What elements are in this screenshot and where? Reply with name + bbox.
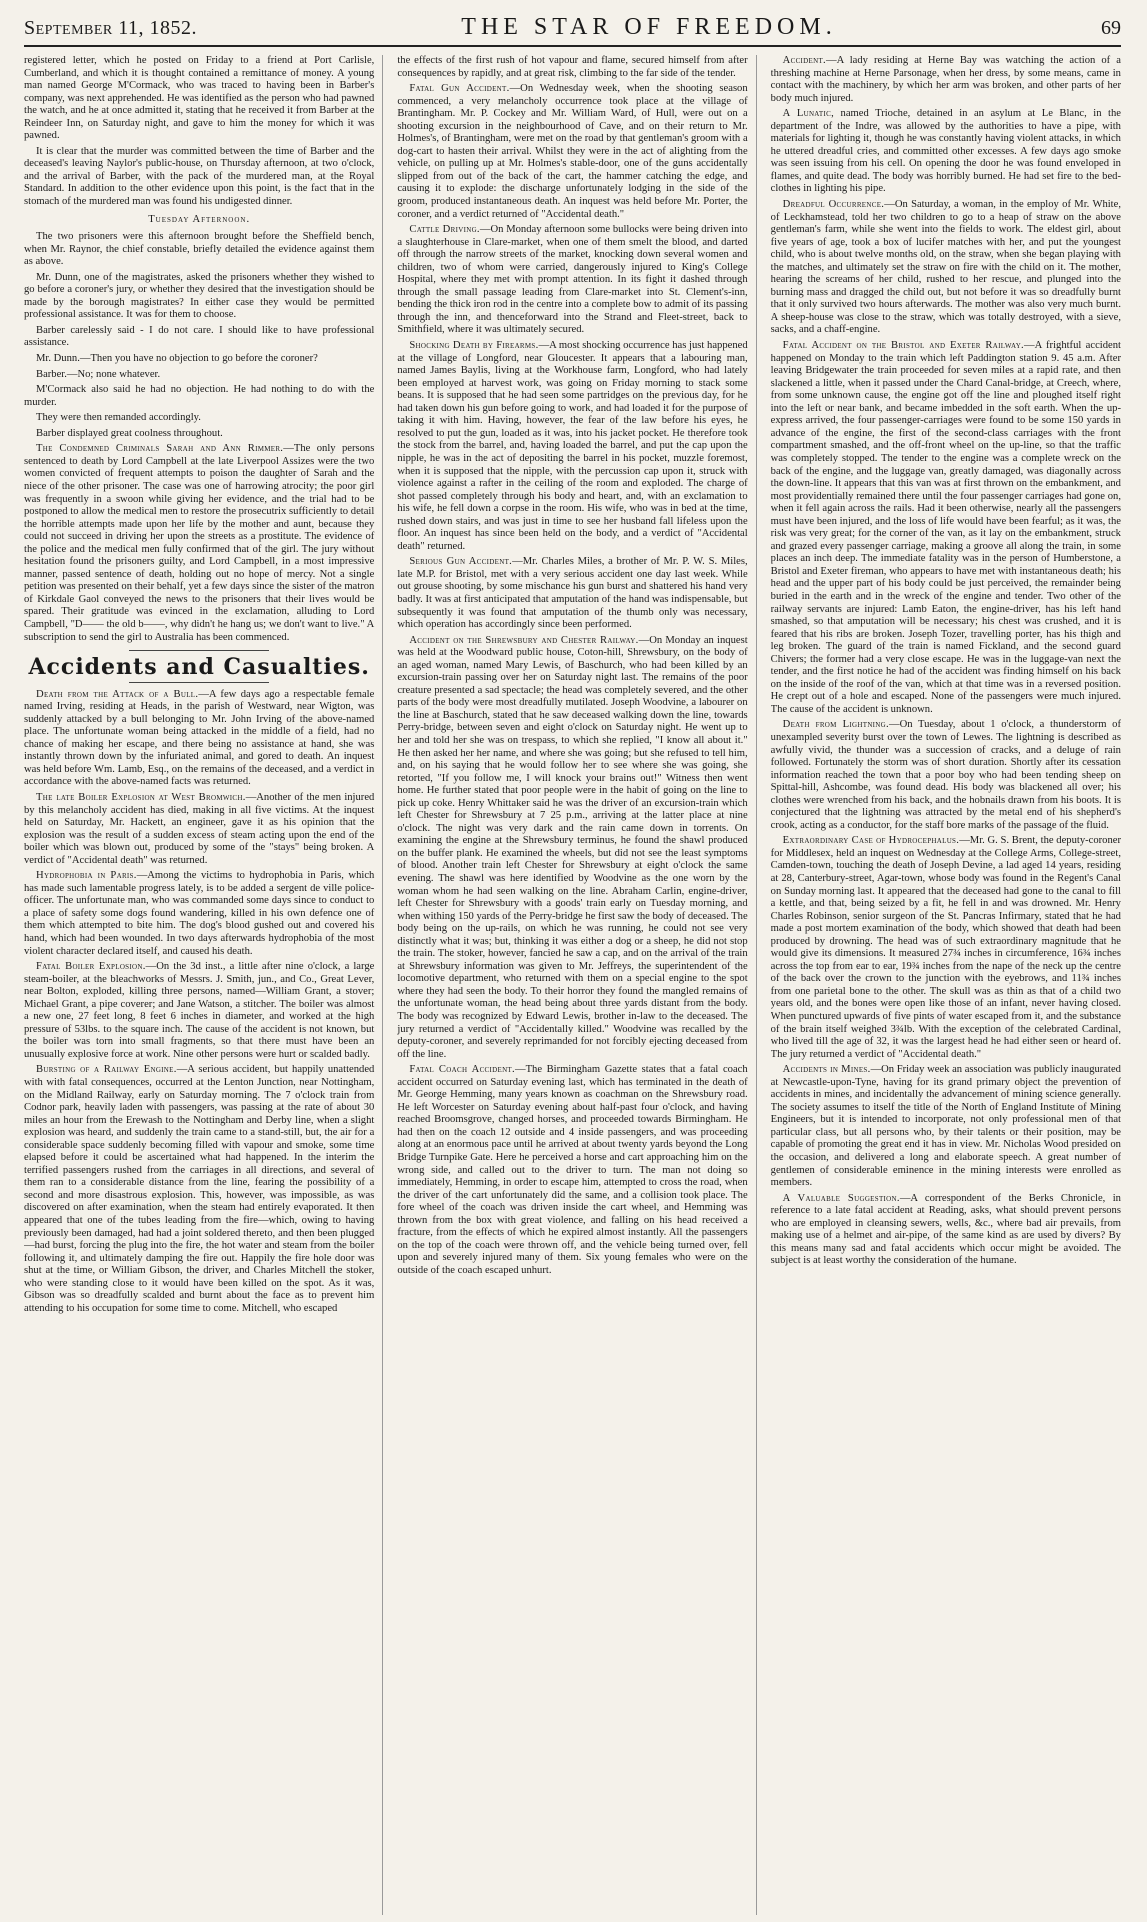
- article-body: On Friday week an association was publicly inaugurated at Newcastle-upon-Tyne, having for its grand primary object the prevention of accidents in mines, and incidentally the advancement of mining science generally. The society assumes to itself the title of the North of England Institute of Mining Engineers, but it is intended to incorporate, not only professional men of that particular class, but all persons who, by their talents or their position, may be capable of promoting the great end it has in view. Mr. Nicholas Wood presided on the occasion, and delivered a long and elaborate speech. A great number of gentlemen of considerable eminence in the mining interests were enrolled as members.: [770, 1064, 1121, 1189]
- issue-date: September 11, 1852.: [24, 17, 197, 39]
- article: A Valuable Suggestion.—A correspondent of the Berks Chronicle, in reference to a late fatal accident at Reading, asks, what should prevent persons who are employed in cleansing sewers, wells, &c., where bad air prevails, from making use of a helmet and air-pipe, of the same kind as are used by divers? By this means many sad and fatal accidents which occur might be avoided. The subject is at least worthy the consideration of the humane.: [770, 1192, 1121, 1267]
- article: Fatal Gun Accident.—On Wednesday week, when the shooting season commenced, a very melancholy occurrence took place at the village of Brantingham. Mr. P. Cockey and Mr. William Ward, of Hull, were out on a shooting excursion in the neighbourhood of Cave, and on their return to Mr. Holmes's, of Brantingham, were met on the road by that gentleman's groom with a dog-cart to hasten their arrival. Whilst they were in the act of alighting from the vehicle, on pulling up at Mr. Holmes's stable-door, one of the guns accidentally slipped from out of the back of the cart, the hammer catching the edge, and causing it to explode: the discharge unfortunately lodging in the side of the groom, produced instantaneous death. An inquest was held before Mr. Porter, the coroner, and a verdict returned of "Accidental death.": [397, 83, 748, 220]
- article-heading: Extraordinary Case of Hydrocephalus.: [782, 835, 960, 847]
- article-body: Mr. Charles Miles, a brother of Mr. P. W. S. Miles, late M.P. for Bristol, met with a very serious accident one day last week. While out grouse shooting, by some mischance his gun burst and shattered his hand very badly. It was at first anticipated that amputation of the hand was indispensable, but subsequently it was found that amputation of the thumb only was necessary, which operation has accordingly since been performed.: [397, 556, 748, 631]
- paragraph: The two prisoners were this afternoon brought before the Sheffield bench, when Mr. Raynor, the chief constable, briefly detailed the evidence against them as above.: [24, 231, 375, 268]
- article: Fatal Accident on the Bristol and Exeter Railway.—A frightful accident happened on Monday to the train which left Paddington station 9. 45 a.m. After leaving Bridgewater the train proceeded for seven miles at a rapid rate, and then slackened a little, when it passed under the Chard Canal-bridge, at Creech, where, from some unknown cause, the engine got off the line and ploughed itself right into the left or near bank, and became imbedded in the soft earth. When the up-express arrived, the four passenger-carriages were found to be some 150 yards in advance of the engine, the first of the second-class carriages with the front compartment smashed, and the off-front wheel on the up-line, so that the traffic was completely stopped. The tender to the engine was a complete wreck on the back of the engine, and the luggage van, greatly damaged, was diagonally across the down-line. It appears that this van was at first thrown on the embankment, and most providentially remained there until the four passenger carriages had gone on, when it fell again across the rails. Had it been otherwise, nearly all the passengers must have been injured, and the loss of life would have been fearful; as it was, the risk was very great; for the corner of the van, as it lay on the embankment, struck and grazed every passenger carriage, making a groove all along the train, in some places an inch deep. The immediate fatality was in the person of Humberstone, a Bristol and Exeter fireman, who appears to have met with instantaneous death; his head and the upper part of his body could be just perceived, the remainder being buried in the earth and in the wreck of the engine and tender. Two other of the railway servants are injured: Lamb Eaton, the engine-driver, has his left hand smashed, so that amputation will be necessary; his chest was crushed, and it is feared that his ribs are broken. Joseph Tozer, travelling porter, has his thigh and leg broken. The guard of the train is named Fickland, and the second guard Chivers; the former had a very close escape. He was in the luggage-van next the tender, and the first notice he had of the accident was finding himself on his back on the inside of the roof of the van, which at that time was in a reversed position. He crept out of a hole and escaped. None of the passengers were much injured. The cause of the accident is unknown.: [770, 340, 1121, 715]
- article-heading: Fatal Accident on the Bristol and Exeter Railway.: [782, 340, 1024, 352]
- article: Bursting of a Railway Engine.—A serious accident, but happily unattended with with fatal consequences, occurred at the Lenton Junction, near Nottingham, on the Midland Railway, early on Saturday morning. The 7 o'clock train from Codnor park, heavily laden with passengers, was passing at the rate of about 30 miles an hour from the Erewash to the Nottingham and Derby line, when a slight explosion was heard, and suddenly the train came to a stand-still, but, the air for a considerable space suddenly becoming filled with vapour and smoke, some time elapsed before it could be ascertained what had happened. In the interim the terrified passengers rushed from the carriages in all directions, and several of them ran to a considerable distance from the line, fearing the possibility of a second and more disastrous explosion. This, however, was impossible, as was discovered on after examination, when the steam had entirely evaporated. It then appeared that one of the tubes leading from the fire—which, owing to having previously been damaged, had had a joint soldered thereto, and then been plugged—had burst, forcing the plug into the fire, the hot water and steam from the boiler following it, and ultimately damping the fire out. Happily the fire hole door was shut at the time, or William Gibson, the driver, and Charles Mitchell the stoker, who were standing close to it would have been killed on the spot. As it was, Gibson was so dreadfully scalded and burnt about the face as to prevent him attending to his occupation for some time to come. Mitchell, who escaped: [24, 1064, 375, 1314]
- article: The late Boiler Explosion at West Bromwich.—Another of the men injured by this melancholy accident has died, making in all five victims. At the inquest held on Saturday, Mr. Hackett, an engineer, gave it as his opinion that the explosion was the result of a sudden excess of steam acting upon the end of the boiler which was blown out, produced by some of the "stays" being broken. A verdict of "Accidental death" was returned.: [24, 791, 375, 866]
- article-body: A correspondent of the Berks Chronicle, in reference to a late fatal accident at Reading, asks, what should prevent persons who are employed in cleansing sewers, wells, &c., where bad air prevails, from making use of a helmet and air-pipe, of the same kind as are used by divers? By this means many sad and fatal accidents which occur might be avoided. The subject is at least worthy the consideration of the humane.: [770, 1192, 1121, 1267]
- paragraph: Barber carelessly said - I do not care. I should like to have professional assistance.: [24, 324, 375, 349]
- article-body: A frightful accident happened on Monday to the train which left Paddington station 9. 45 a.m. After leaving Bridgewater the train proceeded for seven miles at a rapid rate, and then slackened a little, when it passed under the Chard Canal-bridge, at Creech, where, from some unknown cause, the engine got off the line and ploughed itself right into the left or near bank, and became imbedded in the soft earth. When the up-express arrived, the four passenger-carriages were found to be some 150 yards in advance of the engine, the first of the second-class carriages with the front compartment smashed, and the off-front wheel on the up-line, so that the traffic was completely stopped. The tender to the engine was a complete wreck on the back of the engine, and the luggage van, greatly damaged, was diagonally across the down-line. It appears that this van was at first thrown on the embankment, and most providentially remained there until the four passenger carriages had gone on, when it fell again across the rails. Had it been otherwise, nearly all the passengers must have been injured, and the loss of life would have been fearful; as it was, the risk was very great; for the corner of the van, as it lay on the embankment, struck and grazed every passenger carriage, making a groove all along the train, in some places an inch deep. The immediate fatality was in the person of Humberstone, a Bristol and Exeter fireman, who appears to have met with instantaneous death; his head and the upper part of his body could be just perceived, the remainder being buried in the earth and in the wreck of the engine and tender. Two other of the railway servants are injured: Lamb Eaton, the engine-driver, has his left hand smashed, so that amputation will be necessary; his chest was crushed, and it is feared that his ribs are broken. Joseph Tozer, travelling porter, has his thigh and leg broken. The guard of the train is named Fickland, and the second guard Chivers; the former had a very close escape. He was in the luggage-van next the tender, and the first notice he had of the accident was finding himself on his back on the inside of the roof of the van, which at that time was in a reversed position. He crept out of a hole and escaped. None of the passengers were much injured. The cause of the accident is unknown.: [770, 340, 1121, 715]
- divider: [129, 650, 269, 651]
- article: Fatal Boiler Explosion.—On the 3d inst., a little after nine o'clock, a large steam-boiler, at the bleachworks of Messrs. J. Smith, jun., and Co., Great Lever, near Bolton, exploded, killing three persons, named—William Grant, a stover; Michael Grant, a pipe coverer; and Jane Watson, a stitcher. The boiler was almost a new one, 27 feet long, 8 feet 6 inches in diameter, and worked at the high pressure of 53lbs. to the square inch. The cause of the accident is not known, but the boiler was torn into small fragments, so that there must have been an unusually explosive force at work. Nine other persons were hurt or scalded badly.: [24, 961, 375, 1060]
- article: [771, 108, 1121, 196]
- masthead: [24, 14, 1121, 47]
- article-heading: Accidents in Mines.: [782, 1064, 871, 1076]
- article-body: A serious accident, but happily unattended with with fatal consequences, occurred at the Lenton Junction, near Nottingham, on the Midland Railway, early on Saturday morning. The 7 o'clock train from Codnor park, heavily laden with passengers, was passing at the rate of about 30 miles an hour from the Erewash to the Nottingham and Derby line, when a slight explosion was heard, and suddenly the train came to a stand-still, but, the air for a considerable space suddenly becoming filled with vapour and smoke, some time elapsed before it could be ascertained what had happened. In the interim the terrified passengers rushed from the carriages in all directions, and several of them ran to a considerable distance from the line, fearing the possibility of a second and more disastrous explosion. This, however, was impossible, as was discovered on after examination, when the steam had entirely evaporated. It then appeared that one of the tubes leading from the fire—which, owing to having previously been damaged, had had a joint soldered thereto, and then been plugged—had burst, forcing the plug into the fire, the hot water and steam from the boiler following it, and ultimately damping the fire out. Happily the fire hole door was shut at the time, or William Gibson, the driver, and Charles Mitchell the stoker, who were standing close to it would have been killed on the spot. As it was, Gibson was so dreadfully scalded and burnt about the face as to prevent him attending to his occupation for some time to come. Mitchell, who escaped: [24, 1064, 375, 1314]
- article-heading: Death from Lightning.: [782, 719, 889, 731]
- article-body: Mr. G. S. Brent, the deputy-coroner for Middlesex, held an inquest on Wednesday at the College Arms, College-street, Camden-town, touching the death of Joseph Devine, a lad aged 14 years, residing at 28, Canterbury-street, Agar-town, whose body was found in the Regent's Canal on Sunday morning last. It appeared that the deceased had gone to the canal to fill a kettle, and that, being seized by a fit, he fell in and was drowned. Mr. Henry Charles Robinson, senior surgeon of the St. Pancras Infirmary, stated that he had made a post mortem examination of the body, which showed that death had been produced by drowning. The head was of such extraordinary magnitude that he would give its dimensions. It measured 27¾ inches in circumference, 16¾ inches across the top from ear to ear, 19¾ inches from the nape of the neck up the centre of the back over the crown to the junction with the eyebrows, and 11¾ inches from one parietal bone to the other. The skull was as thin as that of a child two years old, and the bones were open like those of an infant, never having closed. When punctured upwards of five pints of water escaped from it, and the substance of the brain itself weighed 3¾lb. With the exception of the celebrated Cardinal, who lived till the age of 32, it was the largest head he had either seen or heard of. The jury returned a verdict of "Accidental death.": [770, 835, 1121, 1060]
- article-heading: Fatal Coach Accident.: [409, 1064, 515, 1076]
- article-heading: A Valuable Suggestion.: [782, 1192, 900, 1204]
- columns: [24, 55, 1121, 1915]
- article-body: A few days ago a respectable female named Irving, residing at Heads, in the parish of Westward, near Wigton, was suddenly attacked by a bull belonging to Mr. John Irving of the above-named place. The unfortunate woman being attacked in the middle of a field, had no chance of making her escape, and there being no assistance at hand, she was instantly thrown down by the infuriated animal, and gored to death. An inquest was held before Wm. Lamb, Esq., on the remains of the deceased, and a verdict in accordance with the above-named facts was returned.: [24, 688, 375, 788]
- paragraph: They were then remanded accordingly.: [36, 412, 201, 424]
- article: Accident on the Shrewsbury and Chester Railway.—On Monday an inquest was held at the Woodward public house, Coton-hill, Shrewsbury, on the body of an aged woman, named Mary Lewis, of Baschurch, who had been killed by an excursion-train passing over her on Saturday night last. The remains of the poor creature presented a sad spectacle; the head was completely severed, and the other parts of the body were most dreadfully mutilated. Joseph Woodvine, a labourer on the line at Baschurch, stated that he saw deceased walking down the line, towards Perry-bridge, between seven and eight o'clock on Saturday night. He went up to her and told her she was on trespass, to which she replied, "I know all about it." He then asked her her name, and where she was going; but she refused to tell him, and, on his saying that he would follow her to see where she was going, she retorted, "If you follow me, I will knock your brains out!" Witness then went home. He further stated that poor people were in the habit of going on the line to pick up coke. Henry Whittaker said he was the driver of an excursion-train which left Chester for Shrewsbury at 7 25 p.m., arriving at the latter place at nine o'clock. The night was very dark and the rain came down in torrents. On examining the engine at the Shrewsbury terminus, he found the shawl produced on the buffer plank. He examined the wheels, but did not see the least symptoms of blood. Another train left Chester for Shrewsbury at eight o'clock the same evening. The shawl was here identified by Woodvine as the one worn by the woman whom he had seen walking on the line. Abraham Carlin, engine-driver, left Chester for Shrewsbury with a goods' train early on Tuesday morning, and when withing 150 yards of the Perry-bridge he first saw the body of deceased. The body being on the up-rails, on which he was running, he could not see very distinctly what it was; but, thinking it was either a dog or a sheep, he did not stop the train. The stoker, however, fancied he saw a cap, and on the arrival of the train at Shrewsbury information was given to Mr. Jeffreys, the superintendent of the locomotive department, who returned with them on a special engine to the spot where they had seen the body. To their horror they found the mangled remains of the unfortunate woman, the head being about three yards distant from the body. The body was recognized by Edward Lewis, brother in-law to the deceased. The jury returned a verdict of "Accidentally killed." Woodvine was recalled by the deputy-coroner, and severely reprimanded for not forcibly ejecting deceased from off the line.: [397, 634, 748, 1060]
- article-heading: Fatal Boiler Explosion.: [36, 961, 146, 973]
- article-heading: Accident.: [782, 55, 826, 66]
- article: Death from Lightning.—On Tuesday, about 1 o'clock, a thunderstorm of unexampled severity burst over the town of Lewes. The lightning is described as awfully vivid, the thunder was a succession of cracks, and a deluge of rain followed. Fortunately the storm was of short duration. Shortly after its cessation information reached the town that a poor boy who had been tending sheep on Spittal-hill, Ashcombe, was found dead. His body was blackened all over; his clothes were wrenched from his back, and the hobnails drawn from his boots. It is conjectured that the lightning was attracted by the metal end of his shepherd's crook, acting as a conductor, for the staff bore marks of the passage of the fluid.: [770, 719, 1121, 831]
- article-heading: Death from the Attack of a Bull.: [36, 688, 199, 700]
- article-heading: The late Boiler Explosion at West Bromwich.: [36, 791, 246, 803]
- newspaper-title: THE STAR OF FREEDOM.: [461, 14, 837, 40]
- article: Death from the Attack of a Bull.—A few days ago a respectable female named Irving, residing at Heads, in the parish of Westward, near Wigton, was suddenly attacked by a bull belonging to Mr. John Irving of the above-named place. The unfortunate woman being attacked in the middle of a field, had no chance of making her escape, and there being no assistance at hand, she was instantly thrown down by the infuriated animal, and gored to death. An inquest was held before Wm. Lamb, Esq., on the remains of the deceased, and a verdict in accordance with the above-named facts was returned.: [24, 688, 375, 788]
- article: Extraordinary Case of Hydrocephalus.—Mr. G. S. Brent, the deputy-coroner for Middlesex, held an inquest on Wednesday at the College Arms, College-street, Camden-town, touching the death of Joseph Devine, a lad aged 14 years, residing at 28, Canterbury-street, Agar-town, whose body was found in the Regent's Canal on Sunday morning last. It appeared that the deceased had gone to the canal to fill a kettle, and that, being seized by a fit, he fell in and was drowned. Mr. Henry Charles Robinson, senior surgeon of the St. Pancras Infirmary, stated that he had made a post mortem examination of the body, which showed that death had been produced by drowning. The head was of such extraordinary magnitude that he would give its dimensions. It measured 27¾ inches in circumference, 16¾ inches across the top from ear to ear, 19¾ inches from the nape of the neck up the centre of the back over the crown to the junction with the eyebrows, and 11¾ inches from one parietal bone to the other. The skull was as thin as that of a child two years old, and the bones were open like those of an infant, never having closed. When punctured upwards of five pints of water escaped from it, and the substance of the brain itself weighed 3¾lb. With the exception of the celebrated Cardinal, who lived till the age of 32, it was the largest head he had either seen or heard of. The jury returned a verdict of "Accidental death.": [770, 835, 1121, 1060]
- article-body: The only persons sentenced to death by Lord Campbell at the late Liverpool Assizes were the two women convicted of frequent attempts to poison the daughter of Sarah and the niece of the other prisoner. The case was one of harrowing atrocity; the poor girl was frequently in a swoon while giving her evidence, and the trial had to be postponed to allow the medical men to restore the prosecutrix sufficiently to detail the horrible attempts made upon her life by the mother and aunt, because they could not succeed in driving her upon the streets as a prostitute. The evidence of the police and the medical men fully confirmed that of the girl. The jury without hesitation found the prisoners guilty, and Lord Campbell, in a most impressive manner, passed sentence of death, holding out no hope of mercy. Not a single petition was presented on their behalf, yet a few days since the sister of the matron of Kirkdale Gaol conveyed the news to the prisoners that their lives would be spared. Their gratitude was evinced in the exclamation, alluding to Lord Campbell, "D—— the old b——, why didn't he hang us; we don't want to live." A subscription to send the girl to Australia has been commenced.: [24, 443, 375, 643]
- article-heading: Accident on the Shrewsbury and Chester Railway.: [409, 634, 639, 646]
- subheading: Tuesday Afternoon.: [148, 213, 251, 225]
- article-body: On Saturday, a woman, in the employ of Mr. White, of Leckhamstead, told her two children to go to a heap of straw on the above gentleman's farm, while she went into the fields to work. The eldest girl, about five years of age, took a box of lucifer matches with her, and put the youngest child, who is about twelve months old, on the straw, when she began playing with the matches, and ultimately set the straw on fire with the child on it. The mother, hearing the screams of her child, rushed to her rescue, and plunged into the burning mass and dragged the child out, but not before it was so dreadfully burnt that it only survived two hours afterwards. The mother was also very much burnt. A sheep-house was close to the straw, which was totally destroyed, with a sieve, sacks, and a chaff-engine.: [770, 199, 1121, 336]
- article-heading: Hydrophobia in Paris.: [36, 870, 137, 882]
- paragraph: M'Cormack also said he had no objection. He had nothing to do with the murder.: [24, 384, 375, 408]
- article-heading: Cattle Driving.: [409, 224, 480, 236]
- article-body: Another of the men injured by this melancholy accident has died, making in all five victims. At the inquest held on Saturday, Mr. Hackett, an engineer, gave it as his opinion that the explosion was the result of a sudden excess of steam acting upon the end of the boiler which was blown out, produced by some of the "stays" being broken. A verdict of "Accidental death" was returned.: [24, 791, 375, 866]
- article: The Condemned Criminals Sarah and Ann Rimmer.—The only persons sentenced to death by Lord Campbell at the late Liverpool Assizes were the two women convicted of frequent attempts to poison the daughter of Sarah and the niece of the other prisoner. The case was one of harrowing atrocity; the poor girl was frequently in a swoon while giving her evidence, and the trial had to be postponed to allow the medical men to restore the prosecutrix sufficiently to detail the horrible attempts made upon her life by the mother and aunt, because they could not succeed in driving her upon the streets as a prostitute. The evidence of the police and the medical men fully confirmed that of the girl. The jury without hesitation found the prisoners guilty, and Lord Campbell, in a most impressive manner, passed sentence of death, holding out no hope of mercy. Not a single petition was presented on their behalf, yet a few days since the sister of the matron of Kirkdale Gaol conveyed the news to the prisoners that their lives would be spared. Their gratitude was evinced in the exclamation, alluding to Lord Campbell, "D—— the old b——, why didn't he hang us; we don't want to live." A subscription to send the girl to Australia has been commenced.: [24, 443, 375, 643]
- page-number: 69: [1101, 17, 1121, 39]
- article-heading: Shocking Death by Firearms.: [409, 340, 539, 352]
- column-3: [771, 55, 1121, 1915]
- article-heading: Fatal Gun Accident.: [409, 83, 510, 95]
- section-title: Accidents and Casualties.: [28, 654, 370, 681]
- article-heading: Dreadful Occurrence.: [782, 199, 885, 211]
- article-body: On Wednesday week, when the shooting season commenced, a very melancholy occurrence took place at the village of Brantingham. Mr. P. Cockey and Mr. William Ward, of Hull, were out on a shooting excursion in the neighbourhood of Cave, and on their return to Mr. Holmes's, of Brantingham, were met on the road by that gentleman's groom with a dog-cart to hasten their arrival. Whilst they were in the act of alighting from the vehicle, on pulling up at Mr. Holmes's stable-door, one of the guns accidentally slipped from out of the back of the cart, the hammer catching the edge, and causing it to explode: the discharge unfortunately lodging in the side of the groom, produced instantaneous death. An inquest was held before Mr. Porter, the coroner, and a verdict returned of "Accidental death.": [397, 83, 748, 220]
- article: Dreadful Occurrence.—On Saturday, a woman, in the employ of Mr. White, of Leckhamstead, told her two children to go to a heap of straw on the above gentleman's farm, while she went into the fields to work. The eldest girl, about five years of age, took a box of lucifer matches with her, and put the youngest child, who is about twelve months old, on the straw, when she began playing with the matches, and ultimately set the straw on fire with the child on it. The mother, hearing the screams of her child, rushed to her rescue, and plunged into the burning mass and dragged the child out, but not before it was so dreadfully burnt that it only survived two hours afterwards. The mother was also very much burnt. A sheep-house was close to the straw, which was totally destroyed, with a sieve, sacks, and a chaff-engine.: [770, 199, 1121, 336]
- article: Shocking Death by Firearms.—A most shocking occurrence has just happened at the village of Longford, near Gloucester. It appears that a labouring man, named James Baylis, living at the Workhouse farm, Longford, who had lately been employed at harvest work, was going on Friday morning to stack some beans. It is supposed that he had seen some partridges on the previous day, for he had taken down his gun before going to work, and had loaded it for the purpose of taking it with him. Having, however, the fear of the law before his eyes, he resolved to put the gun, loaded as it was, into his jacket pocket. He therefore took the stock from the barrel, and, having loaded the barrel, and put the cap upon the nipple, he was in the act of depositing the barrel in his pocket, muzzle foremost, when it is supposed that the nipple, with the percussion cap upon it, struck with violence against a rafter in the ceiling of the room and exploded. The charge of shot passed completely through his body and heart, and, with an exclamation to his wife, he fell down a corpse in the room. His wife, who was in bed at the time, rushed down stairs, and was just in time to see her husband fall lifeless upon the floor. An inquest has since been held on the body, and a verdict of "Accidental death" returned.: [397, 340, 748, 552]
- column-2: [397, 55, 756, 1915]
- article: Cattle Driving.—On Monday afternoon some bullocks were being driven into a slaughterhouse in Clare-market, when one of them smelt the blood, and darted off through the narrow streets of the market, knocking down several women and children, two of whom were carried, dangerously injured to King's College Hospital, where they met with prompt attention. In its fight it dashed through through the small passage leading from Clare-market into St. Clement's-inn, bending the thick iron rod in the centre into a complete bow to admit of its passing through the inn, and thenceforward into the Strand and Fleet-street, back to Smithfield, where it was ultimately secured.: [397, 224, 748, 336]
- article-body: On Monday afternoon some bullocks were being driven into a slaughterhouse in Clare-market, when one of them smelt the blood, and darted off through the narrow streets of the market, knocking down several women and children, two of whom were carried, dangerously injured to King's College Hospital, where they met with prompt attention. In its fight it dashed through through the small passage leading from Clare-market into St. Clement's-inn, bending the thick iron rod in the centre into a complete bow to admit of its passing through the inn, and thenceforward into the Strand and Fleet-street, back to Smithfield, where it was ultimately secured.: [397, 224, 748, 336]
- article-body: On the 3d inst., a little after nine o'clock, a large steam-boiler, at the bleachworks of Messrs. J. Smith, jun., and Co., Great Lever, near Bolton, exploded, killing three persons, named—William Grant, a stover; Michael Grant, a pipe coverer; and Jane Watson, a stitcher. The boiler was almost a new one, 27 feet long, 8 feet 6 inches in diameter, and worked at the high pressure of 53lbs. to the square inch. The cause of the accident is not known, but the boiler was torn into small fragments, so that there must have been an unusually explosive force at work. Nine other persons were hurt or scalded badly.: [24, 961, 375, 1060]
- article: Accidents in Mines.—On Friday week an association was publicly inaugurated at Newcastle-upon-Tyne, having for its grand primary object the prevention of accidents in mines, and incidentally the advancement of mining science generally. The society assumes to itself the title of the North of England Institute of Mining Engineers, but it is intended to incorporate, not only professional men of that particular class, but all persons who, by their talents or their position, may be capable of promoting the great end it has in view. Mr. Nicholas Wood presided on the occasion, and delivered a long and elaborate speech. A great number of gentlemen of considerable eminence in the mining interests were enrolled as members.: [770, 1064, 1121, 1189]
- paragraph: Barber.—No; none whatever.: [36, 368, 161, 380]
- article: Accident.—A lady residing at Herne Bay was watching the action of a threshing machine at Herne Parsonage, when her dress, by some means, came in contact with the machinery, by which her arm was broken, and other parts of her body much injured.: [770, 55, 1121, 104]
- paragraph: Mr. Dunn.—Then you have no objection to go before the coroner?: [36, 353, 318, 365]
- article: Hydrophobia in Paris.—Among the victims to hydrophobia in Paris, which has made such lamentable progress lately, is to be added a sergent de ville police-officer. The unfortunate man, who was commanded some days since to conduct to a place of safety some dogs found wandering, killed in his own defence one of them which attempted to bite him. The dog's blood gushed out and covered his hand, which had been wounded. In two days afterwards hydrophobia of the most violent character declared itself, and caused his death.: [24, 870, 375, 957]
- article-body: On Monday an inquest was held at the Woodward public house, Coton-hill, Shrewsbury, on the body of an aged woman, named Mary Lewis, of Baschurch, who had been killed by an excursion-train passing over her on Saturday night last. The remains of the poor creature presented a sad spectacle; the head was completely severed, and the other parts of the body were most dreadfully mutilated. Joseph Woodvine, a labourer on the line at Baschurch, stated that he saw deceased walking down the line, towards Perry-bridge, between seven and eight o'clock on Saturday night. He went up to her and told her she was on trespass, to which she replied, "I know all about it." He then asked her her name, and where she was going; but she refused to tell him, and, on his saying that he would follow her to see where she was going, she retorted, "If you follow me, I will knock your brains out!" Witness then went home. He further stated that poor people were in the habit of going on the line to pick up coke. Henry Whittaker said he was the driver of an excursion-train which left Chester for Shrewsbury at 7 25 p.m., arriving at the latter place at nine o'clock. The night was very dark and the rain came down in torrents. On examining the engine at the Shrewsbury terminus, he found the shawl produced on the buffer plank. He examined the wheels, but did not see the least symptoms of blood. Another train left Chester for Shrewsbury at eight o'clock the same evening. The shawl was here identified by Woodvine as the one worn by the woman whom he had seen walking on the line. Abraham Carlin, engine-driver, left Chester for Shrewsbury with a goods' train early on Tuesday morning, and when withing 150 yards of the Perry-bridge he first saw the body of deceased. The body being on the up-rails, on which he was running, he could not see very distinctly what it was; but, thinking it was either a dog or a sheep, he did not stop the train. The stoker, however, fancied he saw a cap, and on the arrival of the train at Shrewsbury information was given to Mr. Jeffreys, the superintendent of the locomotive department, who returned with them on a special engine to the spot where they had seen the body. To their horror they found the mangled remains of the unfortunate woman, the head being about three yards distant from the body. The body was recognized by Edward Lewis, brother in-law to the deceased. The jury returned a verdict of "Accidentally killed." Woodvine was recalled by the deputy-coroner, and severely reprimanded for not forcibly ejecting deceased from off the line.: [397, 634, 748, 1060]
- article-heading: The Condemned Criminals Sarah and Ann Rimmer.: [36, 443, 284, 455]
- article-body: named Trioche, detained in an asylum at Le Blanc, in the department of the Indre, was allowed by the authorities to have a pipe, with materials for lighting it, though he was constantly having violent attacks, in which he uttered dreadful cries, and committed other excesses. A few days ago smoke was seen issuing from his cell. On opening the door he was found enveloped in flames, and quite dead. The body was horribly burned. He had set fire to the bed-clothes in lighting his pipe.: [770, 108, 1121, 195]
- article-body: On Tuesday, about 1 o'clock, a thunderstorm of unexampled severity burst over the town of Lewes. The lightning is described as awfully vivid, the thunder was a succession of cracks, and a deluge of rain followed. Fortunately the storm was of short duration. Shortly after its cessation information reached the town that a poor boy who had been tending sheep on Spittal-hill, Ashcombe, was found dead. His body was blackened all over; his clothes were wrenched from his back, and the hobnails drawn from his boots. It is conjectured that the lightning was attracted by the metal end of his shepherd's crook, acting as a conductor, for the staff bore marks of the passage of the fluid.: [770, 719, 1121, 831]
- paragraph: registered letter, which he posted on Friday to a friend at Port Carlisle, Cumberland, and which it is thought contained a remittance of money. A young man named George M'Cormack, who was traced to having been in Barber's company, was next apprehended. He was identified as the person who had pawned the watch, and he at once admitted it, stating that he received it from Barber at the Reindeer Inn, on Saturday night, and gave to him the money for which it was pawned.: [24, 55, 375, 142]
- article: Fatal Coach Accident.—The Birmingham Gazette states that a fatal coach accident occurred on Saturday evening last, which has terminated in the death of Mr. George Hemming, many years known as coachman on the Shrewsbury road. He left Worcester on Saturday evening about half-past four o'clock, and having reached Broomsgrove, changed horses, and proceeded towards Birmingham. He had then on the coach 12 outside and 4 inside passengers, and was proceeding along at an enormous pace until he arrived at about twenty yards beyond the Long Bridge Turnpike Gate. Here he perceived a horse and cart approaching him on the wrong side, and called out to the driver to turn. The man not doing so immediately, Hemming, in order to escape him, attempted to cross the road, when the driver of the cart unfortunately did the same, and a collision took place. The fore wheel of the coach was driven inside the cart wheel, and Hemming was thrown from the box with great violence, and falling on his head received a fracture, from the effects of which he expired almost instantly. All the passengers on the top of the coach were thrown off, and the vehicle being turned over, fell upon and severely injured many of them. Six young females who were on the outside of the coach escaped unhurt.: [397, 1064, 748, 1276]
- article-heading: Bursting of a Railway Engine.: [36, 1064, 177, 1076]
- article: Serious Gun Accident.—Mr. Charles Miles, a brother of Mr. P. W. S. Miles, late M.P. for Bristol, met with a very serious accident one day last week. While out grouse shooting, by some mischance his gun burst and shattered his hand very badly. It was at first anticipated that amputation of the hand was indispensable, but subsequently it was found that amputation of the thumb only was necessary, which operation has accordingly since been performed.: [397, 556, 748, 631]
- article-body: The Birmingham Gazette states that a fatal coach accident occurred on Saturday evening last, which has terminated in the death of Mr. George Hemming, many years known as coachman on the Shrewsbury road. He left Worcester on Saturday evening about half-past four o'clock, and having reached Broomsgrove, changed horses, and proceeded towards Birmingham. He had then on the coach 12 outside and 4 inside passengers, and was proceeding along at an enormous pace until he arrived at about twenty yards beyond the Long Bridge Turnpike Gate. Here he perceived a horse and cart approaching him on the wrong side, and called out to the driver to turn. The man not doing so immediately, Hemming, in order to escape him, attempted to cross the road, when the driver of the cart unfortunately did the same, and a collision took place. The fore wheel of the coach was driven inside the cart wheel, and Hemming was thrown from the box with great violence, and falling on his head received a fracture, from the effects of which he expired almost instantly. All the passengers on the top of the coach were thrown off, and the vehicle being turned over, fell upon and severely injured many of them. Six young females who were on the outside of the coach escaped unhurt.: [397, 1064, 748, 1276]
- paragraph: Mr. Dunn, one of the magistrates, asked the prisoners whether they wished to go before a coroner's jury, or whether they desired that the investigation should be made by the borough magistrates? In either case they would be permitted professional assistance. It was for them to choose.: [24, 271, 375, 321]
- article-body: A lady residing at Herne Bay was watching the action of a threshing machine at Herne Parsonage, when her dress, by some means, came in contact with the machinery, by which her arm was broken, and other parts of her body much injured.: [770, 55, 1121, 104]
- article-heading: Serious Gun Accident.: [409, 556, 513, 568]
- paragraph: It is clear that the murder was committed between the time of Barber and the deceased's leaving Naylor's public-house, on Thursday afternoon, at two o'clock, and the arrival of Barber, with the pack of the murdered man, at the Royal Standard. In addition to the other evidence upon this point, is the fact that in the stomach of the murdered man was found his undigested dinner.: [24, 145, 375, 208]
- paragraph: the effects of the first rush of hot vapour and flame, secured himself from after consequences by rapidly, and at great risk, climbing to the far side of the tender.: [397, 55, 748, 79]
- paragraph: Barber displayed great coolness throughout.: [36, 427, 223, 439]
- article-heading: A Lunatic,: [782, 108, 835, 120]
- article-body: A most shocking occurrence has just happened at the village of Longford, near Gloucester. It appears that a labouring man, named James Baylis, living at the Workhouse farm, Longford, who had lately been employed at harvest work, was going on Friday morning to stack some beans. It is supposed that he had seen some partridges on the previous day, for he had taken down his gun before going to work, and had loaded it for the purpose of taking it with him. Having, however, the fear of the law before his eyes, he resolved to put the gun, loaded as it was, into his jacket pocket. He therefore took the stock from the barrel, and, having loaded the barrel, and put the cap upon the nipple, he was in the act of depositing the barrel in his pocket, muzzle foremost, when it is supposed that the nipple, with the percussion cap upon it, struck with violence against a rafter in the ceiling of the room and exploded. The charge of shot passed completely through his body and heart, and, with an exclamation to his wife, he fell down a corpse in the room. His wife, who was in bed at the time, rushed down stairs, and was just in time to see her husband fall lifeless upon the floor. An inquest has since been held on the body, and a verdict of "Accidental death" returned.: [397, 340, 748, 552]
- article-body: Among the victims to hydrophobia in Paris, which has made such lamentable progress lately, is to be added a sergent de ville police-officer. The unfortunate man, who was commanded some days since to conduct to a place of safety some dogs found wandering, killed in his own defence one of them which attempted to bite him. The dog's blood gushed out and covered his hand, which had been wounded. In two days afterwards hydrophobia of the most violent character declared itself, and caused his death.: [24, 870, 375, 957]
- column-1: [24, 55, 383, 1915]
- divider: [129, 682, 269, 683]
